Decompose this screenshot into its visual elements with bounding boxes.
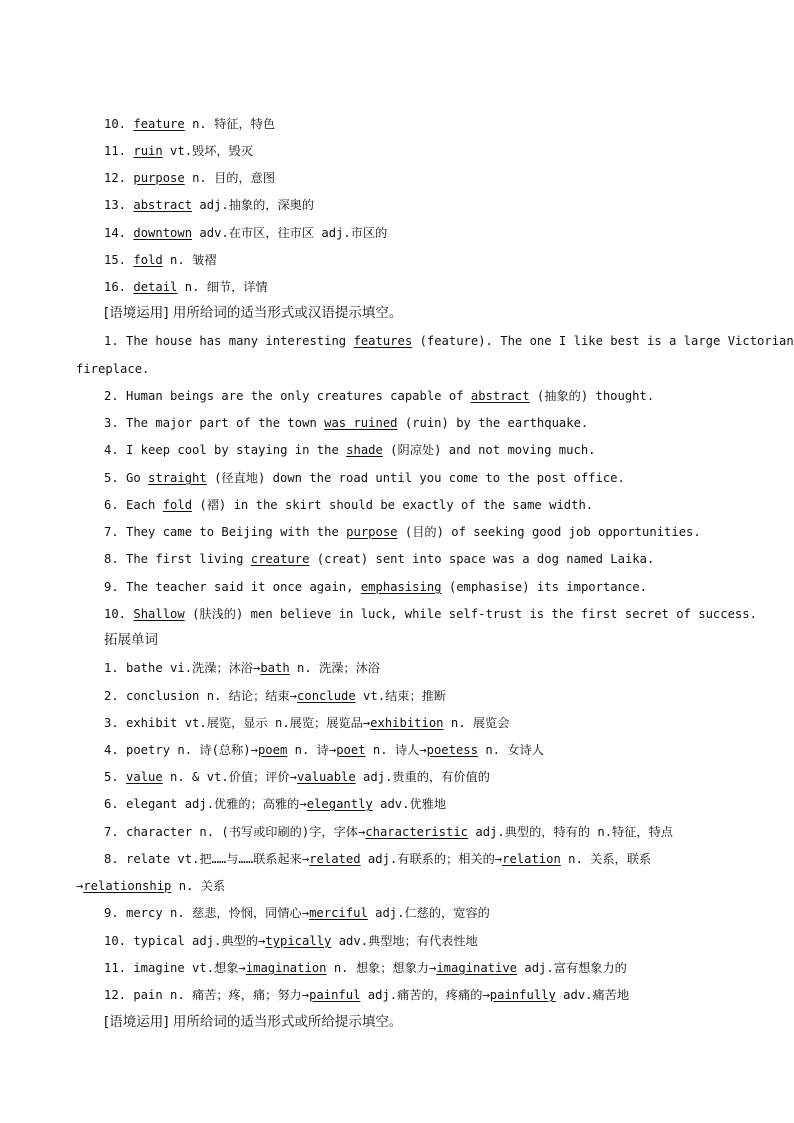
answer-word: fold: [162, 498, 193, 512]
expansion-item: 12. pain n. 痛苦；疼，痛；努力→painful adj.痛苦的，疼痛的→painfully adv.痛苦地: [104, 988, 630, 1002]
vocab-item: 10. feature n. 特征，特色: [104, 117, 276, 131]
expansion-item: 6. elegant adj.优雅的；高雅的→elegantly adv.优雅地: [104, 797, 447, 811]
exercise-item: 10. Shallow (肤浅的) men believe in luck, while self-trust is the first secret of success.: [104, 607, 757, 621]
answer-word: features: [353, 334, 413, 348]
expansion-item: 2. conclusion n. 结论；结束→conclude vt.结束；推断: [104, 689, 447, 703]
answer-word: valuable: [297, 770, 356, 784]
expansion-item: 4. poetry n. 诗(总称)→poem n. 诗→poet n. 诗人→poetess n. 女诗人: [104, 743, 544, 757]
expansion-item: 8. relate vt.把……与……联系起来→related adj.有联系的；相关的→relation n. 关系，联系: [104, 852, 652, 866]
answer-word: abstract: [133, 198, 193, 212]
answer-word: creature: [250, 552, 310, 566]
answer-word: Shallow: [133, 607, 185, 621]
vocab-item: 14. downtown adv.在市区，往市区 adj.市区的: [104, 226, 388, 240]
answer-word: painful: [309, 988, 361, 1002]
answer-word: emphasising: [360, 580, 442, 594]
answer-word: typically: [265, 934, 332, 948]
answer-word: was ruined: [324, 416, 398, 430]
answer-word: value: [126, 770, 163, 784]
answer-word: painfully: [489, 988, 556, 1002]
answer-word: feature: [133, 117, 185, 131]
answer-word: ruin: [133, 144, 163, 158]
answer-word: poetess: [426, 743, 478, 757]
answer-word: bath: [260, 661, 290, 675]
exercise-item: 3. The major part of the town was ruined (ruin) by the earthquake.: [104, 416, 589, 430]
section-header: [语境运用] 用所给词的适当形式或所给提示填空。: [104, 1014, 403, 1030]
answer-word: purpose: [133, 171, 185, 185]
answer-word: poet: [336, 743, 366, 757]
answer-word: poem: [257, 743, 288, 757]
expansion-item: 5. value n. & vt.价值；评价→valuable adj.贵重的，有价值的: [104, 770, 490, 784]
answer-word: imaginative: [436, 961, 518, 975]
answer-word: imagination: [245, 961, 327, 975]
answer-word: relation: [502, 852, 561, 866]
answer-word: conclude: [297, 689, 356, 703]
vocab-item: 12. purpose n. 目的，意图: [104, 171, 276, 185]
vocab-item: 11. ruin vt.毁坏，毁灭: [104, 144, 254, 158]
answer-word: abstract: [470, 389, 530, 403]
answer-word: related: [309, 852, 361, 866]
answer-word: downtown: [133, 226, 193, 240]
answer-word: merciful: [309, 906, 368, 920]
exercise-item: 2. Human beings are the only creatures capable of abstract (抽象的) thought.: [104, 389, 655, 403]
answer-word: elegantly: [306, 797, 373, 811]
vocab-item: 16. detail n. 细节，详情: [104, 280, 268, 294]
answer-word: exhibition: [370, 716, 444, 730]
answer-word: straight: [148, 471, 207, 485]
expansion-item: 10. typical adj.典型的→typically adv.典型地；有代表性地: [104, 934, 478, 948]
answer-word: shade: [346, 443, 383, 457]
section-title: 拓展单词: [104, 632, 158, 648]
answer-word: relationship: [83, 879, 172, 893]
expansion-item: 7. character n. (书写或印刷的)字，字体→characteristic adj.典型的，特有的 n.特征，特点: [104, 825, 673, 839]
exercise-item: 1. The house has many interesting features (feature). The one I like best is a large Victorian: [104, 334, 794, 348]
exercise-item: 5. Go straight (径直地) down the road until you come to the post office.: [104, 471, 625, 485]
exercise-item: 7. They came to Beijing with the purpose (目的) of seeking good job opportunities.: [104, 525, 701, 539]
exercise-item: 9. The teacher said it once again, emphasising (emphasise) its importance.: [104, 580, 647, 594]
answer-word: characteristic: [365, 825, 469, 839]
exercise-continuation: fireplace.: [76, 362, 150, 376]
answer-word: fold: [133, 253, 163, 267]
section-header: [语境运用] 用所给词的适当形式或汉语提示填空。: [104, 305, 403, 321]
expansion-item: 3. exhibit vt.展览，显示 n.展览；展览品→exhibition n. 展览会: [104, 716, 510, 730]
exercise-item: 6. Each fold (褶) in the skirt should be exactly of the same width.: [104, 498, 594, 512]
vocab-item: 13. abstract adj.抽象的，深奥的: [104, 198, 315, 212]
answer-word: detail: [133, 280, 178, 294]
answer-word: purpose: [346, 525, 398, 539]
expansion-item: 1. bathe vi.洗澡；沐浴→bath n. 洗澡；沐浴: [104, 661, 380, 675]
exercise-item: 4. I keep cool by staying in the shade (阴凉处) and not moving much.: [104, 443, 596, 457]
expansion-item: 9. mercy n. 慈悲，怜悯，同情心→merciful adj.仁慈的，宽容的: [104, 906, 490, 920]
expansion-continuation: →relationship n. 关系: [76, 879, 226, 893]
vocab-item: 15. fold n. 皱褶: [104, 253, 217, 267]
exercise-item: 8. The first living creature (creat) sent into space was a dog named Laika.: [104, 552, 655, 566]
expansion-item: 11. imagine vt.想象→imagination n. 想象；想象力→imaginative adj.富有想象力的: [104, 961, 627, 975]
